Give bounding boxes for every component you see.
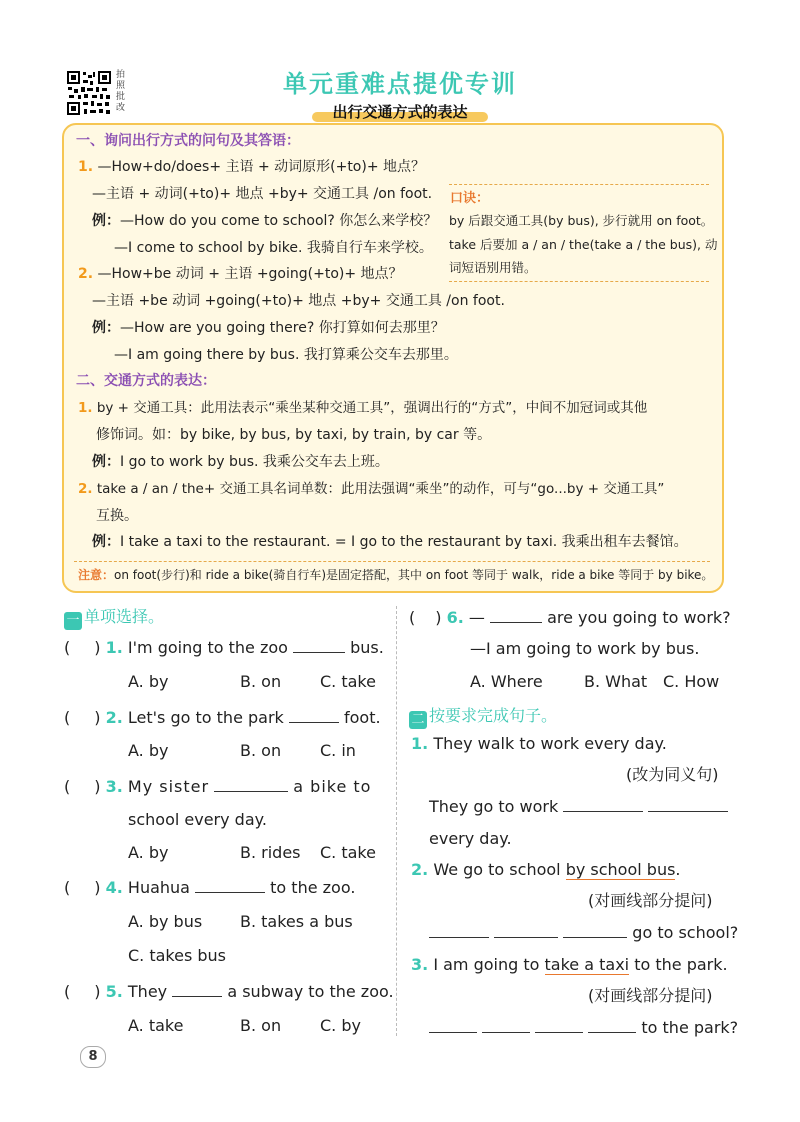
q4-blank[interactable] bbox=[195, 876, 265, 893]
pattern-2-example-a: —I am going there by bus. 我打算乘公交车去那里。 bbox=[114, 347, 458, 363]
c2-blank-1[interactable] bbox=[429, 921, 489, 938]
c3-sentence: 3. I am going to take a taxi to the park. bbox=[411, 955, 728, 974]
q4-stem: ( ) 4. Huahua to the zoo. bbox=[64, 878, 356, 897]
q6-stem-line-2: —I am going to work by bus. bbox=[470, 639, 700, 658]
q1-stem: ( ) 1. I'm going to the zoo bus. bbox=[64, 638, 384, 657]
q5-stem: ( ) 5. They a subway to the zoo. bbox=[64, 982, 394, 1001]
c2-blank-3[interactable] bbox=[563, 921, 627, 938]
c3-underlined-phrase: take a taxi bbox=[544, 955, 630, 974]
c1-answer-line-1: They go to work bbox=[429, 795, 728, 818]
usage-1-line-2: 修饰词。如：by bike, by bus, by taxi, by train, by car 等。 bbox=[96, 427, 492, 443]
complete-sentences-heading: 二 按要求完成句子。 bbox=[409, 705, 557, 729]
page-title: 单元重难点提优专训 bbox=[283, 70, 517, 98]
c3-blank-3[interactable] bbox=[535, 1016, 583, 1033]
q1-option-a[interactable]: A. by bbox=[128, 672, 169, 691]
c1-requirement: (改为同义句) bbox=[626, 765, 719, 784]
tip-line-3: 词短语别用错。 bbox=[449, 260, 537, 275]
pattern-2-question: 2. —How+be 动词 + 主语 +going(+to)+ 地点？ bbox=[78, 266, 403, 282]
usage-1-example: 例：I go to work by bus. 我乘公交车去上班。 bbox=[92, 454, 389, 470]
note-divider bbox=[74, 561, 710, 562]
pattern-1-example-q: 例：—How do you come to school? 你怎么来学校？ bbox=[92, 213, 438, 229]
q2-blank[interactable] bbox=[289, 706, 339, 723]
q4-option-a[interactable]: A. by bus bbox=[128, 912, 203, 931]
q5-option-b[interactable]: B. on bbox=[240, 1016, 282, 1035]
q6-blank[interactable] bbox=[490, 606, 542, 623]
page-number: 8 bbox=[80, 1046, 106, 1068]
page-subtitle: 出行交通方式的表达 bbox=[332, 103, 468, 121]
pattern-2-example-q: 例：—How are you going there? 你打算如何去那里？ bbox=[92, 320, 445, 336]
pattern-1-question: 1. —How+do/does+ 主语 + 动词原形(+to)+ 地点？ bbox=[78, 159, 426, 175]
q3-option-a[interactable]: A. by bbox=[128, 843, 169, 862]
c2-underlined-phrase: by school bus bbox=[565, 860, 676, 879]
section-heading-2: 二、交通方式的表达： bbox=[76, 373, 216, 389]
q4-option-b[interactable]: B. takes a bus bbox=[240, 912, 353, 931]
q6-option-c[interactable]: C. How bbox=[663, 672, 720, 691]
q1-option-c[interactable]: C. take bbox=[320, 672, 376, 691]
c3-requirement: (对画线部分提问) bbox=[588, 986, 713, 1005]
q2-option-b[interactable]: B. on bbox=[240, 741, 282, 760]
q5-blank[interactable] bbox=[172, 980, 222, 997]
q2-option-a[interactable]: A. by bbox=[128, 741, 169, 760]
tip-title: 口诀： bbox=[450, 191, 490, 206]
q1-blank[interactable] bbox=[293, 636, 345, 653]
c1-sentence: 1. They walk to work every day. bbox=[411, 734, 667, 753]
tip-divider-top bbox=[449, 184, 709, 185]
note: 注意：on foot(步行)和 ride a bike(骑自行车)是固定搭配，其中 on foot 等同于 walk，ride a bike 等同于 by bike。 bbox=[78, 568, 714, 582]
q3-stem-line-2: school every day. bbox=[128, 810, 267, 829]
q1-option-b[interactable]: B. on bbox=[240, 672, 282, 691]
usage-2-line-2: 互换。 bbox=[96, 508, 138, 524]
c2-answer: go to school? bbox=[429, 921, 738, 944]
pattern-2-answer: —主语 +be 动词 +going(+to)+ 地点 +by+ 交通工具 /on foot. bbox=[92, 293, 505, 309]
column-divider bbox=[396, 606, 397, 1036]
q6-option-a[interactable]: A. Where bbox=[470, 672, 543, 691]
q5-option-a[interactable]: A. take bbox=[128, 1016, 184, 1035]
q2-option-c[interactable]: C. in bbox=[320, 741, 356, 760]
q4-option-c[interactable]: C. takes bus bbox=[128, 946, 227, 965]
c2-sentence: 2. We go to school by school bus. bbox=[411, 860, 681, 879]
q6-option-b[interactable]: B. What bbox=[584, 672, 648, 691]
c3-blank-1[interactable] bbox=[429, 1016, 477, 1033]
section-heading-1: 一、询问出行方式的问句及其答语： bbox=[76, 133, 300, 149]
section-two-icon: 二 bbox=[409, 711, 427, 729]
tip-line-1: by 后跟交通工具(by bus), 步行就用 on foot。 bbox=[449, 213, 714, 228]
q3-blank[interactable] bbox=[214, 775, 288, 792]
q3-stem: ( ) 3. My sister a bike to bbox=[64, 777, 372, 796]
q5-option-c[interactable]: C. by bbox=[320, 1016, 361, 1035]
single-choice-heading: 一 单项选择。 bbox=[64, 606, 164, 630]
usage-2-line-1: 2. take a / an / the+ 交通工具名词单数：此用法强调“乘坐”的动作，可与“go...by + 交通工具” bbox=[78, 481, 665, 497]
tip-divider-bottom bbox=[449, 281, 709, 282]
c3-blank-4[interactable] bbox=[588, 1016, 636, 1033]
c2-requirement: (对画线部分提问) bbox=[588, 891, 713, 910]
tip-line-2: take 后要加 a / an / the(take a / the bus), 动 bbox=[449, 237, 718, 252]
q2-stem: ( ) 2. Let's go to the park foot. bbox=[64, 708, 381, 727]
c2-blank-2[interactable] bbox=[494, 921, 558, 938]
section-one-icon: 一 bbox=[64, 612, 82, 630]
c3-answer: to the park? bbox=[429, 1016, 738, 1039]
c3-blank-2[interactable] bbox=[482, 1016, 530, 1033]
c1-blank-1[interactable] bbox=[563, 795, 643, 812]
pattern-1-example-a: —I come to school by bike. 我骑自行车来学校。 bbox=[114, 240, 433, 256]
c1-blank-2[interactable] bbox=[648, 795, 728, 812]
q6-stem: ( ) 6. — are you going to work? bbox=[409, 608, 731, 627]
pattern-1-answer: —主语 + 动词(+to)+ 地点 +by+ 交通工具 /on foot. bbox=[92, 186, 433, 202]
qr-code bbox=[66, 70, 112, 116]
q3-option-c[interactable]: C. take bbox=[320, 843, 376, 862]
q3-option-b[interactable]: B. rides bbox=[240, 843, 301, 862]
c1-answer-line-2: every day. bbox=[429, 829, 512, 848]
usage-2-example: 例：I take a taxi to the restaurant. = I go to the restaurant by taxi. 我乘出租车去餐馆。 bbox=[92, 534, 688, 550]
usage-1-line-1: 1. by + 交通工具：此用法表示“乘坐某种交通工具”，强调出行的“方式”，中间不加冠词或其他 bbox=[78, 400, 648, 416]
qr-caption: 拍照批改 bbox=[116, 70, 126, 113]
